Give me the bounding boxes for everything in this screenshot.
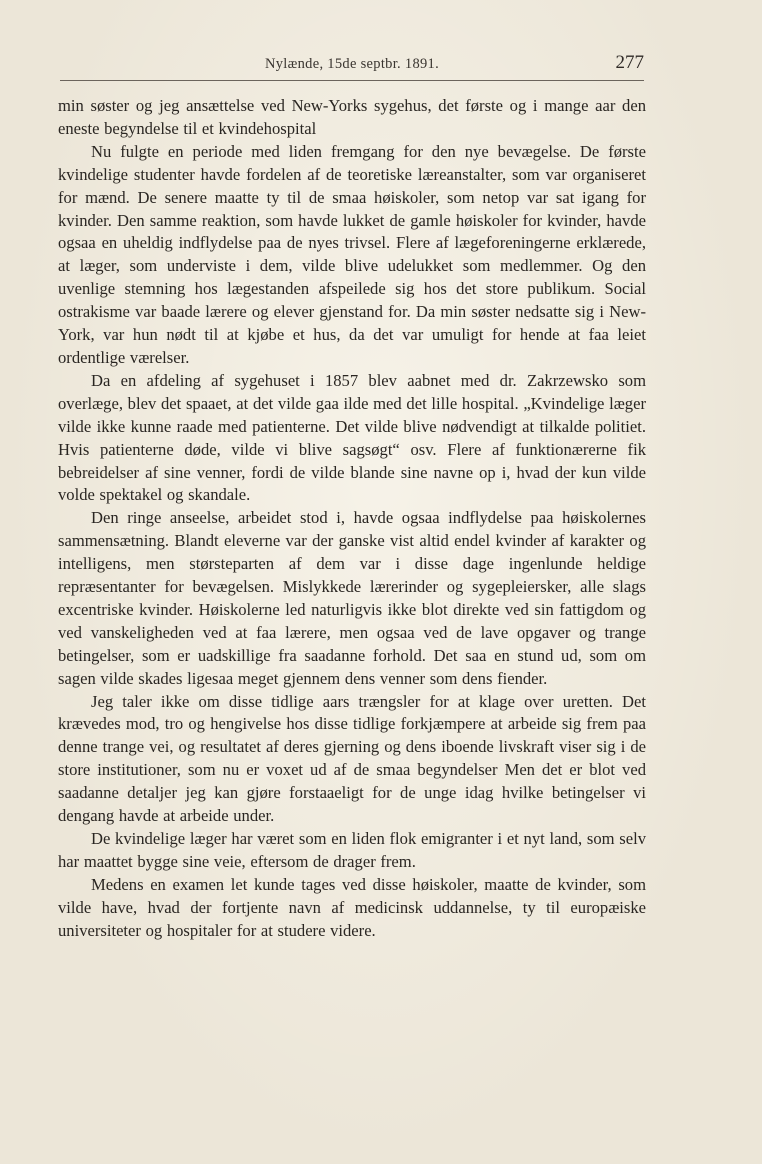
page-number: 277	[615, 52, 644, 73]
body-text	[58, 95, 646, 943]
page-header	[60, 52, 644, 78]
paragraph: Nu fulgte en periode med liden fremgang for den nye bevægelse. De første kvindelige studenter havde fordelen af de teoretiske læreanstalter, som var organiseret for mænd. De senere maatte ty til de smaa høiskoler, som netop var sat igang for kvinder. Den samme reaktion, som havde lukket de gamle høiskoler for kvinder, havde ogsaa en uheldig indflydelse paa de nyes trivsel. Flere af lægeforeningerne erklærede, at læger, som underviste i dem, vilde blive udelukket som medlemmer. Og den uvenlige stemning hos lægestanden afspeilede sig hos det store publikum. Social ostrakisme var baade lærere og elever gjenstand for. Da min søster nedsatte sig i New-York, var hun nødt til at kjøbe et hus, da det var umuligt for hende at faa leiet ordentlige værelser.	[58, 141, 646, 367]
header-rule	[60, 80, 644, 81]
paragraph: min søster og jeg ansættelse ved New-Yorks sygehus, det første og i mange aar den eneste begyndelse til et kvindehospital	[58, 96, 646, 138]
paragraph: De kvindelige læger har været som en liden flok emigranter i et nyt land, som selv har maattet bygge sine veie, eftersom de drager frem.	[58, 829, 646, 871]
paragraph: Den ringe anseelse, arbeidet stod i, havde ogsaa indflydelse paa høiskolernes sammensætning. Blandt eleverne var der ganske vist altid endel kvinder af karakter og intelligens, men størsteparten af dem var i disse dage ingenlunde heldige repræsentanter for bevægelsen. Mislykkede lærerinder og sygepleiersker, alle slags excentriske kvinder. Høiskolerne led naturligvis ikke blot direkte ved sin fattigdom og ved vanskeligheden ved at faa lærere, men ogsaa ved de lave opgaver og trange betingelser, som er uadskillige fra saadanne forhold. Det saa en stund ud, som om sagen vilde skades ligesaa meget gjennem dens venner som dens fiender.	[58, 508, 646, 688]
paragraph: Da en afdeling af sygehuset i 1857 blev aabnet med dr. Zakrzewsko som overlæge, blev det spaaet, at det vilde gaa ilde med det lille hospital. „Kvindelige læger vilde ikke kunne raade med patienterne. Det vilde blive nødvendigt at tilkalde politiet. Hvis patienterne døde, vilde vi blive sagsøgt“ osv. Flere af funktionærerne fik bebreidelser af sine venner, fordi de vilde blande sine navne op i, hvad der kun vilde volde spektakel og skandale.	[58, 370, 646, 505]
paragraph: Jeg taler ikke om disse tidlige aars trængsler for at klage over uretten. Det krævedes mod, tro og hengivelse hos disse tidlige forkjæmpere at arbeide sig frem paa denne trange vei, og resultatet af deres gjerning og dens iboende livskraft viser sig i de store institutioner, som nu er voxet ud af de smaa begyndelser Men det er blot ved saadanne detaljer jeg kan gjøre forstaaeligt for de unge idag hvilke betingelser vi dengang havde at arbeide under.	[58, 691, 646, 826]
paragraph: Medens en examen let kunde tages ved disse høiskoler, maatte de kvinder, som vilde have, hvad der fortjente navn af medicinsk uddannelse, ty til europæiske universiteter og hospitaler for at studere videre.	[58, 874, 646, 940]
running-head: Nylænde, 15de septbr. 1891.	[264, 56, 440, 72]
